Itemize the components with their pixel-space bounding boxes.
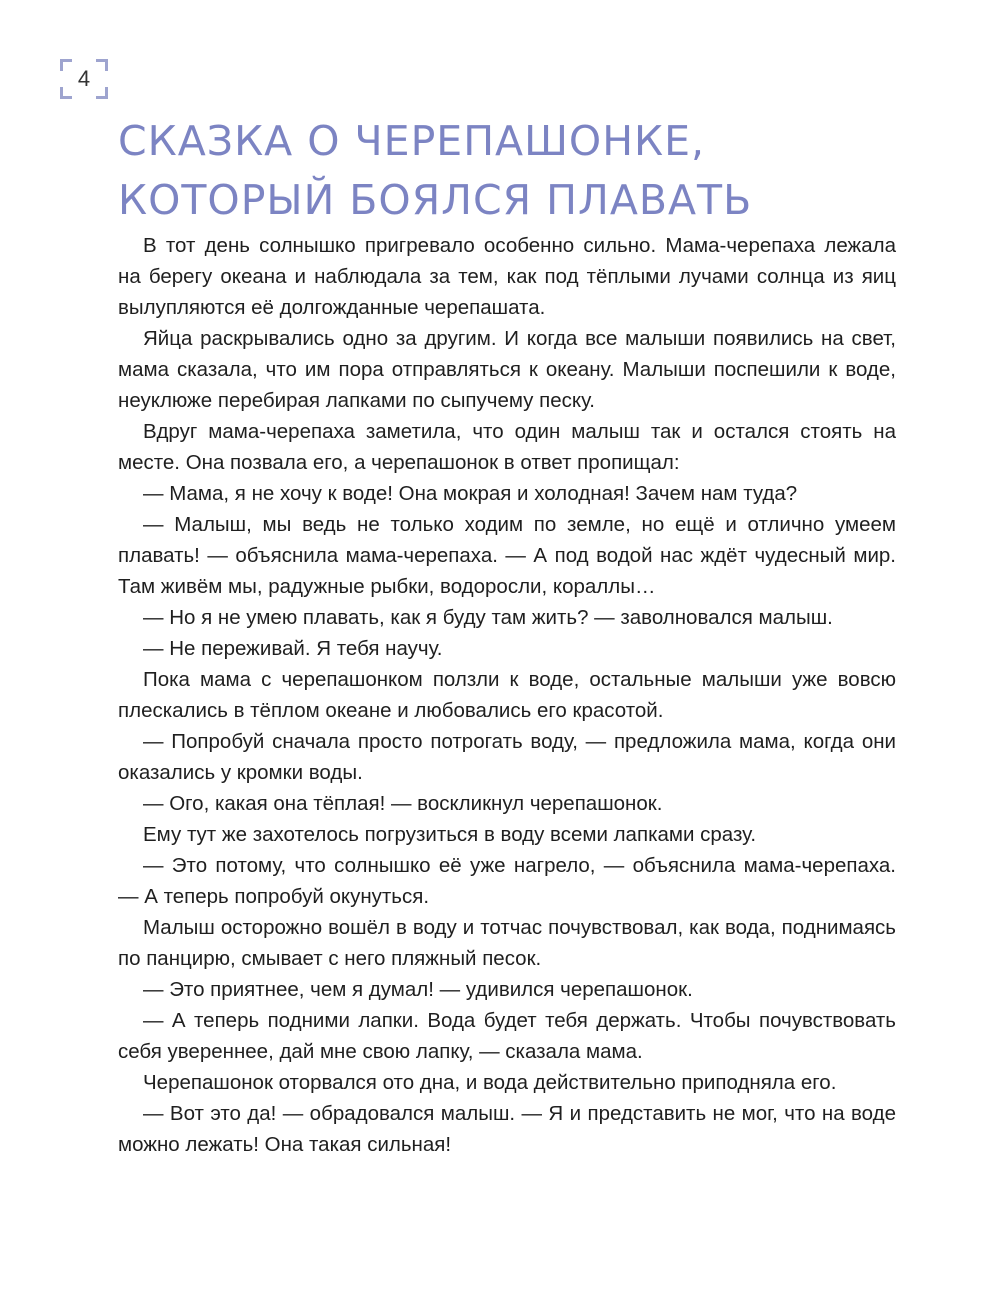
paragraph: — А теперь подними лапки. Вода будет тебя держать. Чтобы почувствовать себя увереннее, дай мне свою лапку, — сказала мама. [118,1009,896,1063]
paragraph: Вдруг мама-черепаха заметила, что один малыш так и остался стоять на месте. Она позвала его, а черепашонок в ответ пропищал: [118,420,896,474]
paragraph: В тот день солнышко пригревало особенно сильно. Мама-черепаха лежала на берегу океана и наблюдала за тем, как под тёплыми лучами солнца из яиц вылупляются её долгожданные черепашата. [118,234,896,319]
paragraph: — Малыш, мы ведь не только ходим по земле, но ещё и отлично умеем плавать! — объяснила мама-черепаха. — А под водой нас ждёт чудесный мир. Там живём мы, радужные рыбки, водоросли, кораллы… [118,513,896,598]
story-title [118,112,918,230]
story-body [118,230,896,1160]
story-title-line-1: СКАЗКА О ЧЕРЕПАШОНКЕ, [118,117,706,165]
paragraph: Малыш осторожно вошёл в воду и тотчас почувствовал, как вода, поднимаясь по панцирю, смывает с него пляжный песок. [118,916,896,970]
paragraph: — Вот это да! — обрадовался малыш. — Я и представить не мог, что на воде можно лежать! Она такая сильная! [118,1102,896,1156]
paragraph: — Ого, какая она тёплая! — воскликнул черепашонок. [143,792,663,815]
paragraph: Ему тут же захотелось погрузиться в воду всеми лапками сразу. [143,823,757,846]
paragraph: Пока мама с черепашонком ползли к воде, остальные малыши уже вовсю плескались в тёплом океане и любовались его красотой. [118,668,896,722]
page-number: 4 [77,66,91,91]
paragraph: — Не переживай. Я тебя научу. [143,637,443,660]
paragraph: — Это приятнее, чем я думал! — удивился черепашонок. [143,978,693,1001]
paragraph: Яйца раскрывались одно за другим. И когда все малыши появились на свет, мама сказала, что им пора отправляться к океану. Малыши поспешили к воде, неуклюже перебирая лапками по сыпучему песку. [118,327,896,412]
paragraph: — Это потому, что солнышко её уже нагрело, — объяснила мама-черепаха. — А теперь попробуй окунуться. [118,854,896,908]
story-title-line-2: КОТОРЫЙ БОЯЛСЯ ПЛАВАТЬ [118,176,753,224]
paragraph: Черепашонок оторвался ото дна, и вода действительно приподняла его. [143,1071,837,1094]
paragraph: — Но я не умею плавать, как я буду там жить? — заволновался малыш. [143,606,833,629]
page-number-frame [60,59,108,99]
paragraph: — Попробуй сначала просто потрогать воду, — предложила мама, когда они оказались у кромки воды. [118,730,896,784]
paragraph: — Мама, я не хочу к воде! Она мокрая и холодная! Зачем нам туда? [143,482,798,505]
